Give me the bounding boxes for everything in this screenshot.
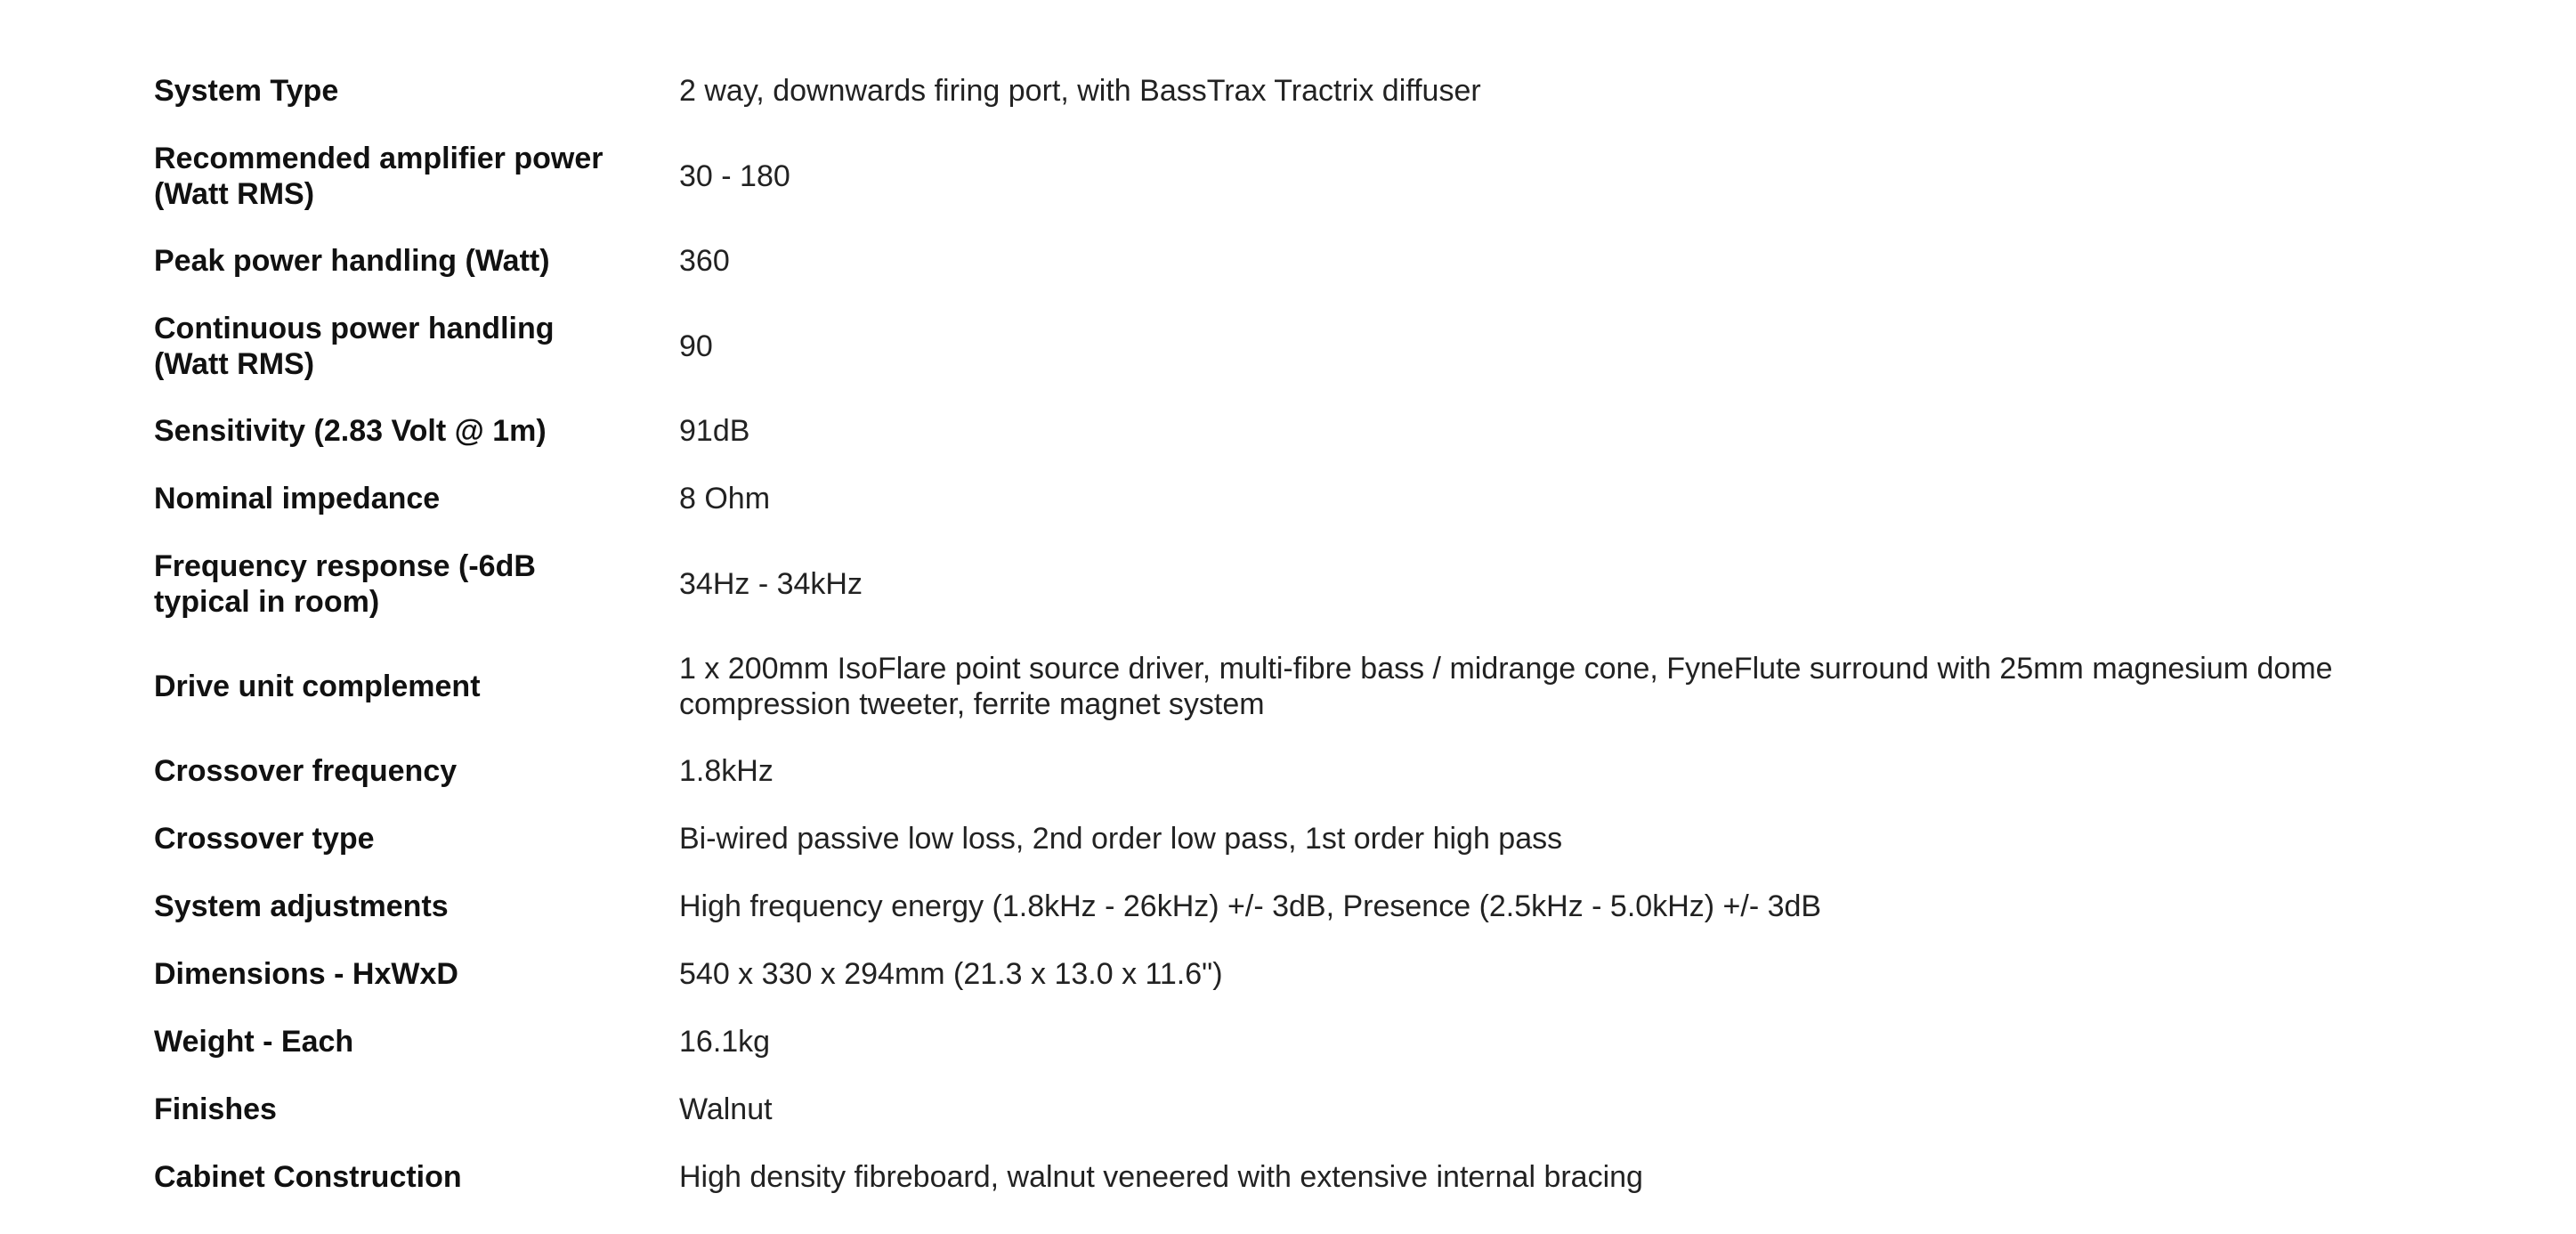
spec-value: Bi-wired passive low loss, 2nd order low pass, 1st order high pass xyxy=(679,822,1563,856)
spec-label: Drive unit complement xyxy=(154,669,481,703)
spec-row-frequency-response xyxy=(154,532,2433,635)
spec-label: Nominal impedance xyxy=(154,482,441,516)
spec-label: Dimensions - HxWxD xyxy=(154,957,458,991)
spec-label: Finishes xyxy=(154,1092,277,1126)
spec-label: System Type xyxy=(154,74,339,108)
spec-value: 34Hz - 34kHz xyxy=(679,566,863,601)
spec-label: System adjustments xyxy=(154,889,449,923)
spec-label: Weight - Each xyxy=(154,1025,354,1059)
spec-row-continuous-power-handling xyxy=(154,295,2433,397)
spec-row-nominal-impedance xyxy=(154,465,2433,532)
spec-label: Continuous power handling (Watt RMS) xyxy=(154,311,555,381)
spec-row-weight xyxy=(154,1008,2433,1076)
spec-value: 8 Ohm xyxy=(679,482,771,516)
specifications-table xyxy=(154,57,2433,1211)
spec-label: Frequency response (-6dB typical in room) xyxy=(154,548,536,619)
spec-row-peak-power-handling xyxy=(154,227,2433,295)
spec-value: 1 x 200mm IsoFlare point source driver, multi-fibre bass / midrange cone, FyneFlute surround with 25mm magnesium dome compression tweeter, ferrite magnet system xyxy=(679,651,2333,721)
spec-value: High density fibreboard, walnut veneered with extensive internal bracing xyxy=(679,1160,1643,1194)
spec-row-system-type xyxy=(154,57,2433,125)
spec-value: 1.8kHz xyxy=(679,754,774,788)
spec-value: 360 xyxy=(679,244,730,278)
spec-value: 90 xyxy=(679,329,713,363)
spec-label: Peak power handling (Watt) xyxy=(154,244,550,278)
spec-label: Crossover type xyxy=(154,822,375,856)
spec-row-finishes xyxy=(154,1076,2433,1143)
spec-value: 2 way, downwards firing port, with BassTrax Tractrix diffuser xyxy=(679,74,1481,108)
spec-value: Walnut xyxy=(679,1092,773,1126)
spec-row-recommended-amplifier-power xyxy=(154,125,2433,227)
spec-label: Sensitivity (2.83 Volt @ 1m) xyxy=(154,414,547,448)
spec-value: High frequency energy (1.8kHz - 26kHz) +/- 3dB, Presence (2.5kHz - 5.0kHz) +/- 3dB xyxy=(679,889,1822,923)
spec-label: Recommended amplifier power (Watt RMS) xyxy=(154,141,603,211)
spec-row-crossover-frequency xyxy=(154,737,2433,805)
spec-label: Crossover frequency xyxy=(154,754,458,788)
spec-value: 30 - 180 xyxy=(679,158,790,193)
spec-row-cabinet-construction xyxy=(154,1143,2433,1211)
spec-value: 540 x 330 x 294mm (21.3 x 13.0 x 11.6") xyxy=(679,957,1223,991)
spec-value: 91dB xyxy=(679,414,750,448)
spec-label: Cabinet Construction xyxy=(154,1160,462,1194)
spec-row-drive-unit-complement xyxy=(154,635,2433,737)
spec-row-system-adjustments xyxy=(154,873,2433,940)
spec-value: 16.1kg xyxy=(679,1025,771,1059)
spec-row-sensitivity xyxy=(154,397,2433,465)
spec-row-dimensions xyxy=(154,940,2433,1008)
spec-row-crossover-type xyxy=(154,805,2433,873)
